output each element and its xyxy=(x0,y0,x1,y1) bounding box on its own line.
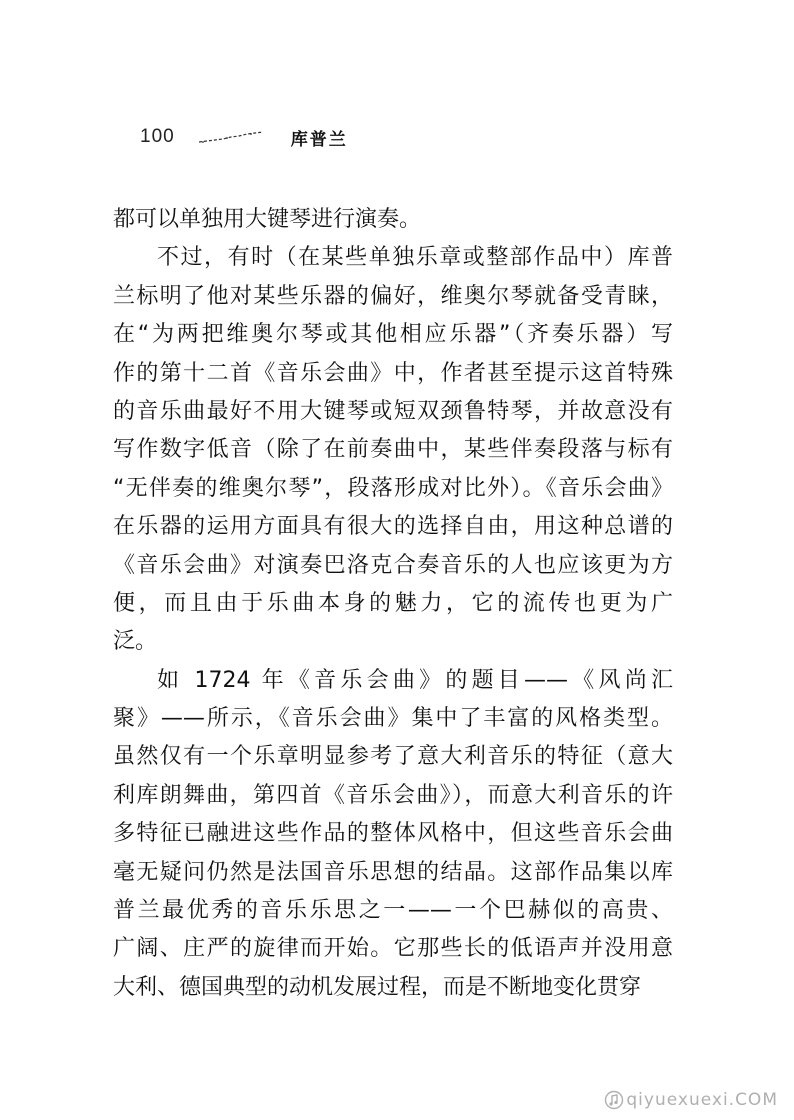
ornament-icon xyxy=(197,130,267,144)
text-line: 都可以单独用大键琴进行演奏。 xyxy=(113,207,422,232)
text-line: 毫无疑问仍然是法国音乐思想的结晶。这部作品集以库 xyxy=(113,859,673,885)
page-header xyxy=(140,122,348,152)
text-line: 普兰最优秀的音乐乐思之一——一个巴赫似的高贵、 xyxy=(113,898,673,924)
text-line: 大利、德国典型的动机发展过程，而是不断地变化贯穿 xyxy=(113,974,642,1000)
text-line: 《音乐会曲》对演奏巴洛克合奏音乐的人也应该更为方 xyxy=(113,552,673,578)
text-line: 多特征已融进这些作品的整体风格中，但这些音乐会曲 xyxy=(113,821,673,847)
text-line: 在“为两把维奥尔琴或其他相应乐器”（齐奏乐器）写 xyxy=(113,322,673,348)
music-note-icon xyxy=(604,1090,624,1110)
text-line: “无伴奏的维奥尔琴”，段落形成对比外）。《音乐会曲》 xyxy=(113,475,673,501)
text-line: 泛。 xyxy=(113,629,158,655)
running-title: 库普兰 xyxy=(290,129,348,150)
text-line: 兰标明了他对某些乐器的偏好，维奥尔琴就备受青睐， xyxy=(113,283,673,309)
watermark-text: qiyuexuexi.COM xyxy=(626,1090,778,1110)
text-line: 便，而且由于乐曲本身的魅力，它的流传也更为广 xyxy=(113,590,673,616)
text-line: 聚》——所示，《音乐会曲》集中了丰富的风格类型。 xyxy=(113,706,673,732)
text-line: 的音乐曲最好不用大键琴或短双颈鲁特琴，并故意没有 xyxy=(113,398,673,424)
body-text xyxy=(113,201,673,1007)
text-line: 作的第十二首《音乐会曲》中，作者甚至提示这首特殊 xyxy=(113,360,673,386)
watermark xyxy=(604,1090,778,1110)
text-line: 不过，有时（在某些单独乐章或整部作品中）库普 xyxy=(157,245,673,271)
page-number: 100 xyxy=(140,126,175,147)
text-line: 如 1724 年《音乐会曲》的题目——《风尚汇 xyxy=(157,667,673,693)
text-line: 写作数字低音（除了在前奏曲中，某些伴奏段落与标有 xyxy=(113,437,673,463)
text-line: 利库朗舞曲，第四首《音乐会曲》），而意大利音乐的许 xyxy=(113,782,673,808)
text-line: 虽然仅有一个乐章明显参考了意大利音乐的特征（意大 xyxy=(113,744,673,770)
text-line: 在乐器的运用方面具有很大的选择自由，用这种总谱的 xyxy=(113,514,673,540)
text-line: 广阔、庄严的旋律而开始。它那些长的低语声并没用意 xyxy=(113,936,673,962)
